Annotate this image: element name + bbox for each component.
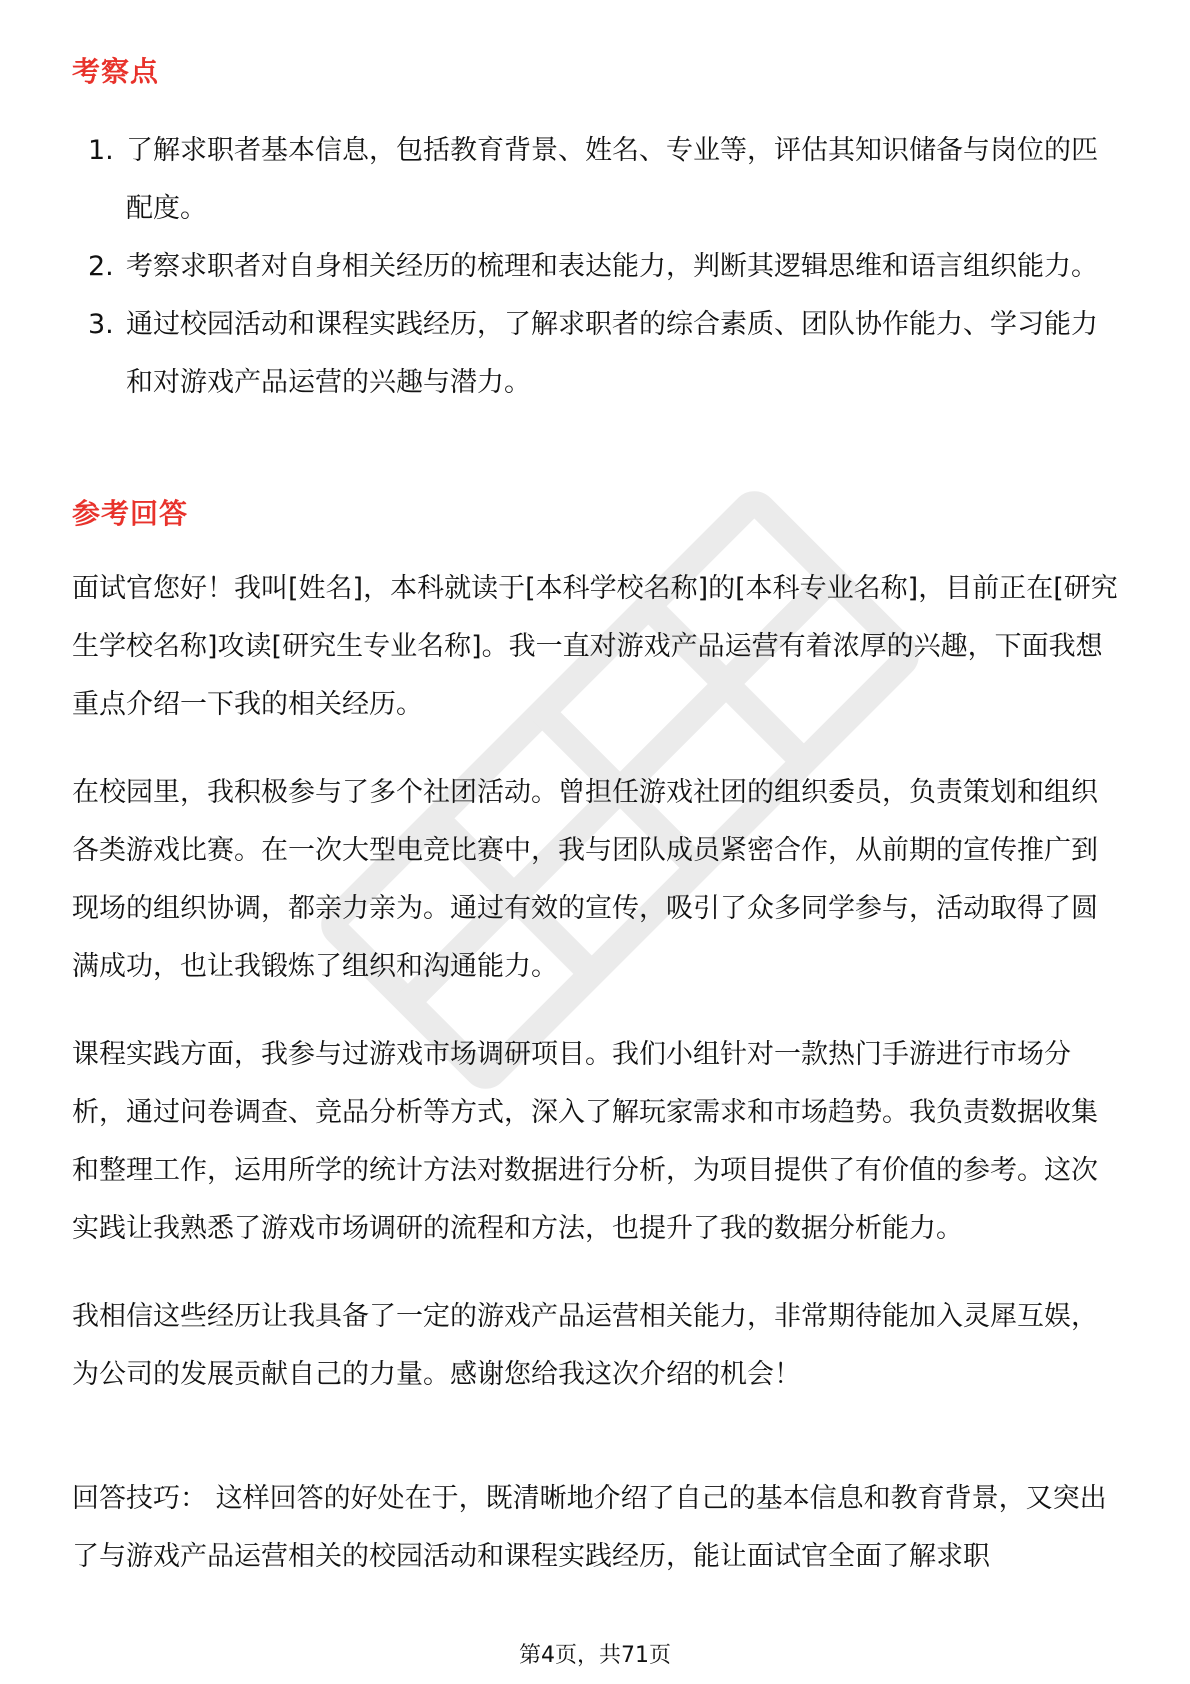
section-heading-review-points: 考察点: [72, 55, 160, 88]
list-item: [80, 122, 1120, 238]
list-item-text: 了解求职者基本信息，包括教育背景、姓名、专业等，评估其知识储备与岗位的匹配度。: [126, 135, 1098, 224]
page-number: 第4页，共71页: [519, 1643, 671, 1668]
answer-paragraph: 在校园里，我积极参与了多个社团活动。曾担任游戏社团的组织委员，负责策划和组织各类游戏比赛。在一次大型电竞比赛中，我与团队成员紧密合作，从前期的宣传推广到现场的组织协调，都亲力亲为。通过有效的宣传，吸引了众多同学参与，活动取得了圆满成功，也让我锻炼了组织和沟通能力。: [72, 777, 1098, 982]
answer-paragraph: 面试官您好！我叫[姓名]，本科就读于[本科学校名称]的[本科专业名称]，目前正在[研究生学校名称]攻读[研究生专业名称]。我一直对游戏产品运营有着浓厚的兴趣，下面我想重点介绍一下我的相关经历。: [72, 573, 1118, 720]
reference-answer-body: [72, 560, 1122, 1434]
list-item-text: 考察求职者对自身相关经历的梳理和表达能力，判断其逻辑思维和语言组织能力。: [126, 251, 1098, 282]
list-item-number: 2.: [88, 251, 114, 282]
section-heading-reference-answer: 参考回答: [72, 497, 189, 530]
answer-tip: 回答技巧： 这样回答的好处在于，既清晰地介绍了自己的基本信息和教育背景，又突出了与游戏产品运营相关的校园活动和课程实践经历，能让面试官全面了解求职: [72, 1483, 1107, 1572]
list-item: [80, 296, 1120, 412]
answer-paragraph: 我相信这些经历让我具备了一定的游戏产品运营相关能力，非常期待能加入灵犀互娱，为公司的发展贡献自己的力量。感谢您给我这次介绍的机会！: [72, 1301, 1098, 1390]
list-item-text: 通过校园活动和课程实践经历，了解求职者的综合素质、团队协作能力、学习能力和对游戏产品运营的兴趣与潜力。: [126, 309, 1098, 398]
answer-paragraph: 课程实践方面，我参与过游戏市场调研项目。我们小组针对一款热门手游进行市场分析，通过问卷调查、竞品分析等方式，深入了解玩家需求和市场趋势。我负责数据收集和整理工作，运用所学的统计方法对数据进行分析，为项目提供了有价值的参考。这次实践让我熟悉了游戏市场调研的流程和方法，也提升了我的数据分析能力。: [72, 1039, 1098, 1244]
review-points-list: [80, 122, 1120, 412]
list-item-number: 3.: [88, 309, 114, 340]
list-item-number: 1.: [88, 135, 114, 166]
list-item: [80, 238, 1120, 296]
